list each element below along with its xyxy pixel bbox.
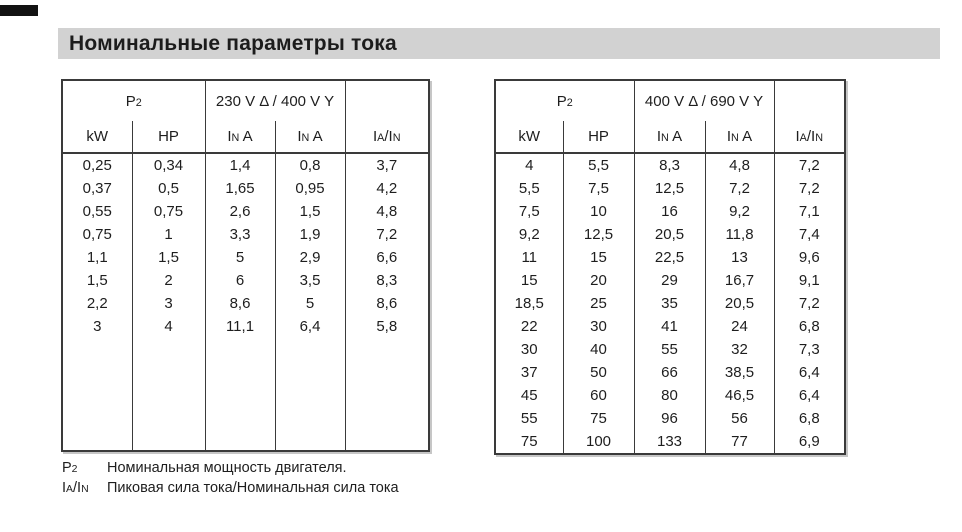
table-cell: 133 (634, 430, 705, 453)
table-cell: 8,3 (634, 153, 705, 177)
table-cell: 2,2 (86, 295, 108, 312)
table-cell: 22 (520, 318, 538, 335)
col-header-in-delta: IN A (634, 121, 705, 153)
p2-group-header: P2 (556, 92, 573, 110)
table-filler-cell (563, 453, 634, 454)
table-cell: 0,8 (275, 153, 345, 177)
table-cell: 1,4 (205, 153, 275, 177)
table-cell: 8,3 (345, 269, 429, 292)
table-cell: 6,8 (774, 315, 845, 338)
table-cell: 50 (563, 361, 634, 384)
table-cell: 9,2 (518, 226, 540, 243)
table-cell: 5,5 (518, 180, 540, 197)
table-cell: 0,25 (82, 157, 112, 174)
table-row (495, 200, 845, 223)
table-cell: 1,1 (86, 249, 108, 266)
col-header-in-star: IN A (705, 121, 774, 153)
table-cell: 11 (521, 249, 538, 266)
table-cell: 13 (705, 246, 774, 269)
table-cell: 0,95 (275, 177, 345, 200)
table-cell: 56 (705, 407, 774, 430)
table-cell: 20,5 (634, 223, 705, 246)
table-filler-cell (495, 453, 563, 454)
table-cell: 9,1 (774, 269, 845, 292)
table-cell: 29 (634, 269, 705, 292)
section-title: Номинальные параметры тока (69, 32, 397, 55)
table-cell: 3 (132, 292, 205, 315)
table-body (495, 153, 845, 454)
table-row (495, 269, 845, 292)
table-cell: 3 (93, 318, 102, 335)
p2-group-header: P2 (125, 92, 142, 110)
table-cell: 6 (205, 269, 275, 292)
table-cell: 7,2 (774, 177, 845, 200)
table-cell: 15 (563, 246, 634, 269)
table-row (62, 153, 429, 177)
footnote-term: IA/IN (62, 480, 89, 496)
col-header-ia-in: IA/IN (345, 121, 429, 153)
table-header (495, 80, 845, 153)
table-cell: 3,3 (205, 223, 275, 246)
table-row (495, 292, 845, 315)
table-cell: 1,5 (86, 272, 108, 289)
table-body (62, 153, 429, 451)
table-row (495, 315, 845, 338)
table-cell: 0,75 (82, 226, 112, 243)
table-cell: 45 (520, 387, 538, 404)
table-cell: 32 (705, 338, 774, 361)
table-cell: 46,5 (705, 384, 774, 407)
table-cell: 0,37 (82, 180, 112, 197)
current-table-230-400 (61, 79, 430, 452)
table-filler-cell (62, 338, 132, 451)
table-cell: 66 (634, 361, 705, 384)
voltage-group-header: 230 V Δ / 400 V Y (205, 80, 345, 121)
table-cell: 6,8 (774, 407, 845, 430)
page-edge-tab-marker (0, 5, 38, 16)
table-cell: 1,9 (275, 223, 345, 246)
table-cell: 15 (520, 272, 538, 289)
header-row-columns (495, 121, 845, 153)
table-cell: 2 (132, 269, 205, 292)
table-row (495, 246, 845, 269)
table-cell: 6,4 (774, 361, 845, 384)
table-row (62, 223, 429, 246)
table-cell: 3,5 (275, 269, 345, 292)
table-header (62, 80, 429, 153)
table-cell: 6,4 (275, 315, 345, 338)
table-cell: 7,2 (345, 223, 429, 246)
table-row (62, 269, 429, 292)
table-cell: 7,1 (774, 200, 845, 223)
table-row (495, 153, 845, 177)
table-cell: 6,6 (345, 246, 429, 269)
col-header-ia-in: IA/IN (774, 121, 845, 153)
table-row (495, 177, 845, 200)
voltage-group-header: 400 V Δ / 690 V Y (634, 80, 774, 121)
header-row-groups (62, 80, 429, 121)
table-cell: 1,5 (275, 200, 345, 223)
table-filler-cell (774, 453, 845, 454)
table-row (62, 315, 429, 338)
table-cell: 12,5 (563, 223, 634, 246)
table-row (495, 338, 845, 361)
table-cell: 7,4 (774, 223, 845, 246)
section-title-bar (58, 28, 940, 59)
table-row (495, 361, 845, 384)
header-row-columns (62, 121, 429, 153)
footnote-description: Пиковая сила тока/Номинальная сила тока (107, 480, 399, 496)
table-row (495, 407, 845, 430)
table-row (495, 384, 845, 407)
table-cell: 41 (634, 315, 705, 338)
table-row (62, 246, 429, 269)
table-cell: 4 (132, 315, 205, 338)
col-header-hp: HP (132, 121, 205, 153)
table-cell: 1,5 (132, 246, 205, 269)
table-cell: 30 (563, 315, 634, 338)
table-cell: 55 (634, 338, 705, 361)
table-cell: 16 (634, 200, 705, 223)
table-cell: 4 (525, 157, 534, 174)
table-cell: 20 (563, 269, 634, 292)
footnotes (62, 459, 399, 499)
table-filler-cell (705, 453, 774, 454)
table-filler-cell (345, 338, 429, 451)
table-cell: 3,7 (345, 153, 429, 177)
footnote-term: P2 (62, 460, 78, 476)
table-filler-cell (275, 338, 345, 451)
table-filler-cell (205, 338, 275, 451)
table-cell: 7,5 (563, 177, 634, 200)
table-cell: 6,4 (774, 384, 845, 407)
table-cell: 40 (563, 338, 634, 361)
table-cell: 1 (132, 223, 205, 246)
table-cell: 9,6 (774, 246, 845, 269)
table-cell: 96 (634, 407, 705, 430)
table-cell: 20,5 (705, 292, 774, 315)
col-header-hp: HP (563, 121, 634, 153)
table-cell: 4,2 (345, 177, 429, 200)
table-cell: 5,8 (345, 315, 429, 338)
col-header-in-delta: IN A (205, 121, 275, 153)
table-cell: 0,75 (132, 200, 205, 223)
col-header-kw: kW (62, 121, 132, 153)
table-row (495, 223, 845, 246)
table-cell: 75 (563, 407, 634, 430)
table-cell: 75 (520, 433, 538, 450)
table-cell: 7,5 (518, 203, 540, 220)
table-cell: 11,8 (705, 223, 774, 246)
col-header-in-star: IN A (275, 121, 345, 153)
table-cell: 77 (705, 430, 774, 453)
table-cell: 0,34 (132, 153, 205, 177)
table-row (62, 292, 429, 315)
table-cell: 8,6 (205, 292, 275, 315)
table-cell: 12,5 (634, 177, 705, 200)
table-cell: 37 (520, 364, 538, 381)
table-cell: 16,7 (705, 269, 774, 292)
table-filler-row (495, 453, 845, 454)
table-cell: 30 (520, 341, 538, 358)
table-cell: 35 (634, 292, 705, 315)
footnote-ia-in (62, 479, 399, 499)
table-cell: 80 (634, 384, 705, 407)
table-filler-cell (132, 338, 205, 451)
table-cell: 60 (563, 384, 634, 407)
table-cell: 18,5 (514, 295, 544, 312)
table-filler-row (62, 338, 429, 451)
table-cell: 7,2 (705, 177, 774, 200)
table-cell: 55 (520, 410, 538, 427)
table-cell: 1,65 (205, 177, 275, 200)
table-cell: 10 (563, 200, 634, 223)
footnote-description: Номинальная мощность двигателя. (107, 460, 347, 476)
table-cell: 4,8 (705, 153, 774, 177)
table-cell: 4,8 (345, 200, 429, 223)
table-cell: 0,55 (82, 203, 112, 220)
table-cell: 24 (705, 315, 774, 338)
header-row-groups (495, 80, 845, 121)
table-cell: 0,5 (132, 177, 205, 200)
footnote-p2 (62, 459, 399, 479)
table-cell: 7,3 (774, 338, 845, 361)
empty-group-header (345, 80, 429, 121)
empty-group-header (774, 80, 845, 121)
table-row (62, 200, 429, 223)
table-cell: 38,5 (705, 361, 774, 384)
table-cell: 22,5 (634, 246, 705, 269)
table-cell: 7,2 (774, 153, 845, 177)
table-cell: 6,9 (774, 430, 845, 453)
table-cell: 25 (563, 292, 634, 315)
table-filler-cell (634, 453, 705, 454)
table-row (495, 430, 845, 453)
table-cell: 100 (563, 430, 634, 453)
table-cell: 5,5 (563, 153, 634, 177)
table-cell: 2,9 (275, 246, 345, 269)
table-cell: 8,6 (345, 292, 429, 315)
table-row (62, 177, 429, 200)
table-cell: 7,2 (774, 292, 845, 315)
table-cell: 2,6 (205, 200, 275, 223)
table-cell: 5 (275, 292, 345, 315)
table-cell: 11,1 (205, 315, 275, 338)
col-header-kw: kW (495, 121, 563, 153)
table-cell: 5 (205, 246, 275, 269)
table-cell: 9,2 (705, 200, 774, 223)
current-table-400-690 (494, 79, 846, 455)
